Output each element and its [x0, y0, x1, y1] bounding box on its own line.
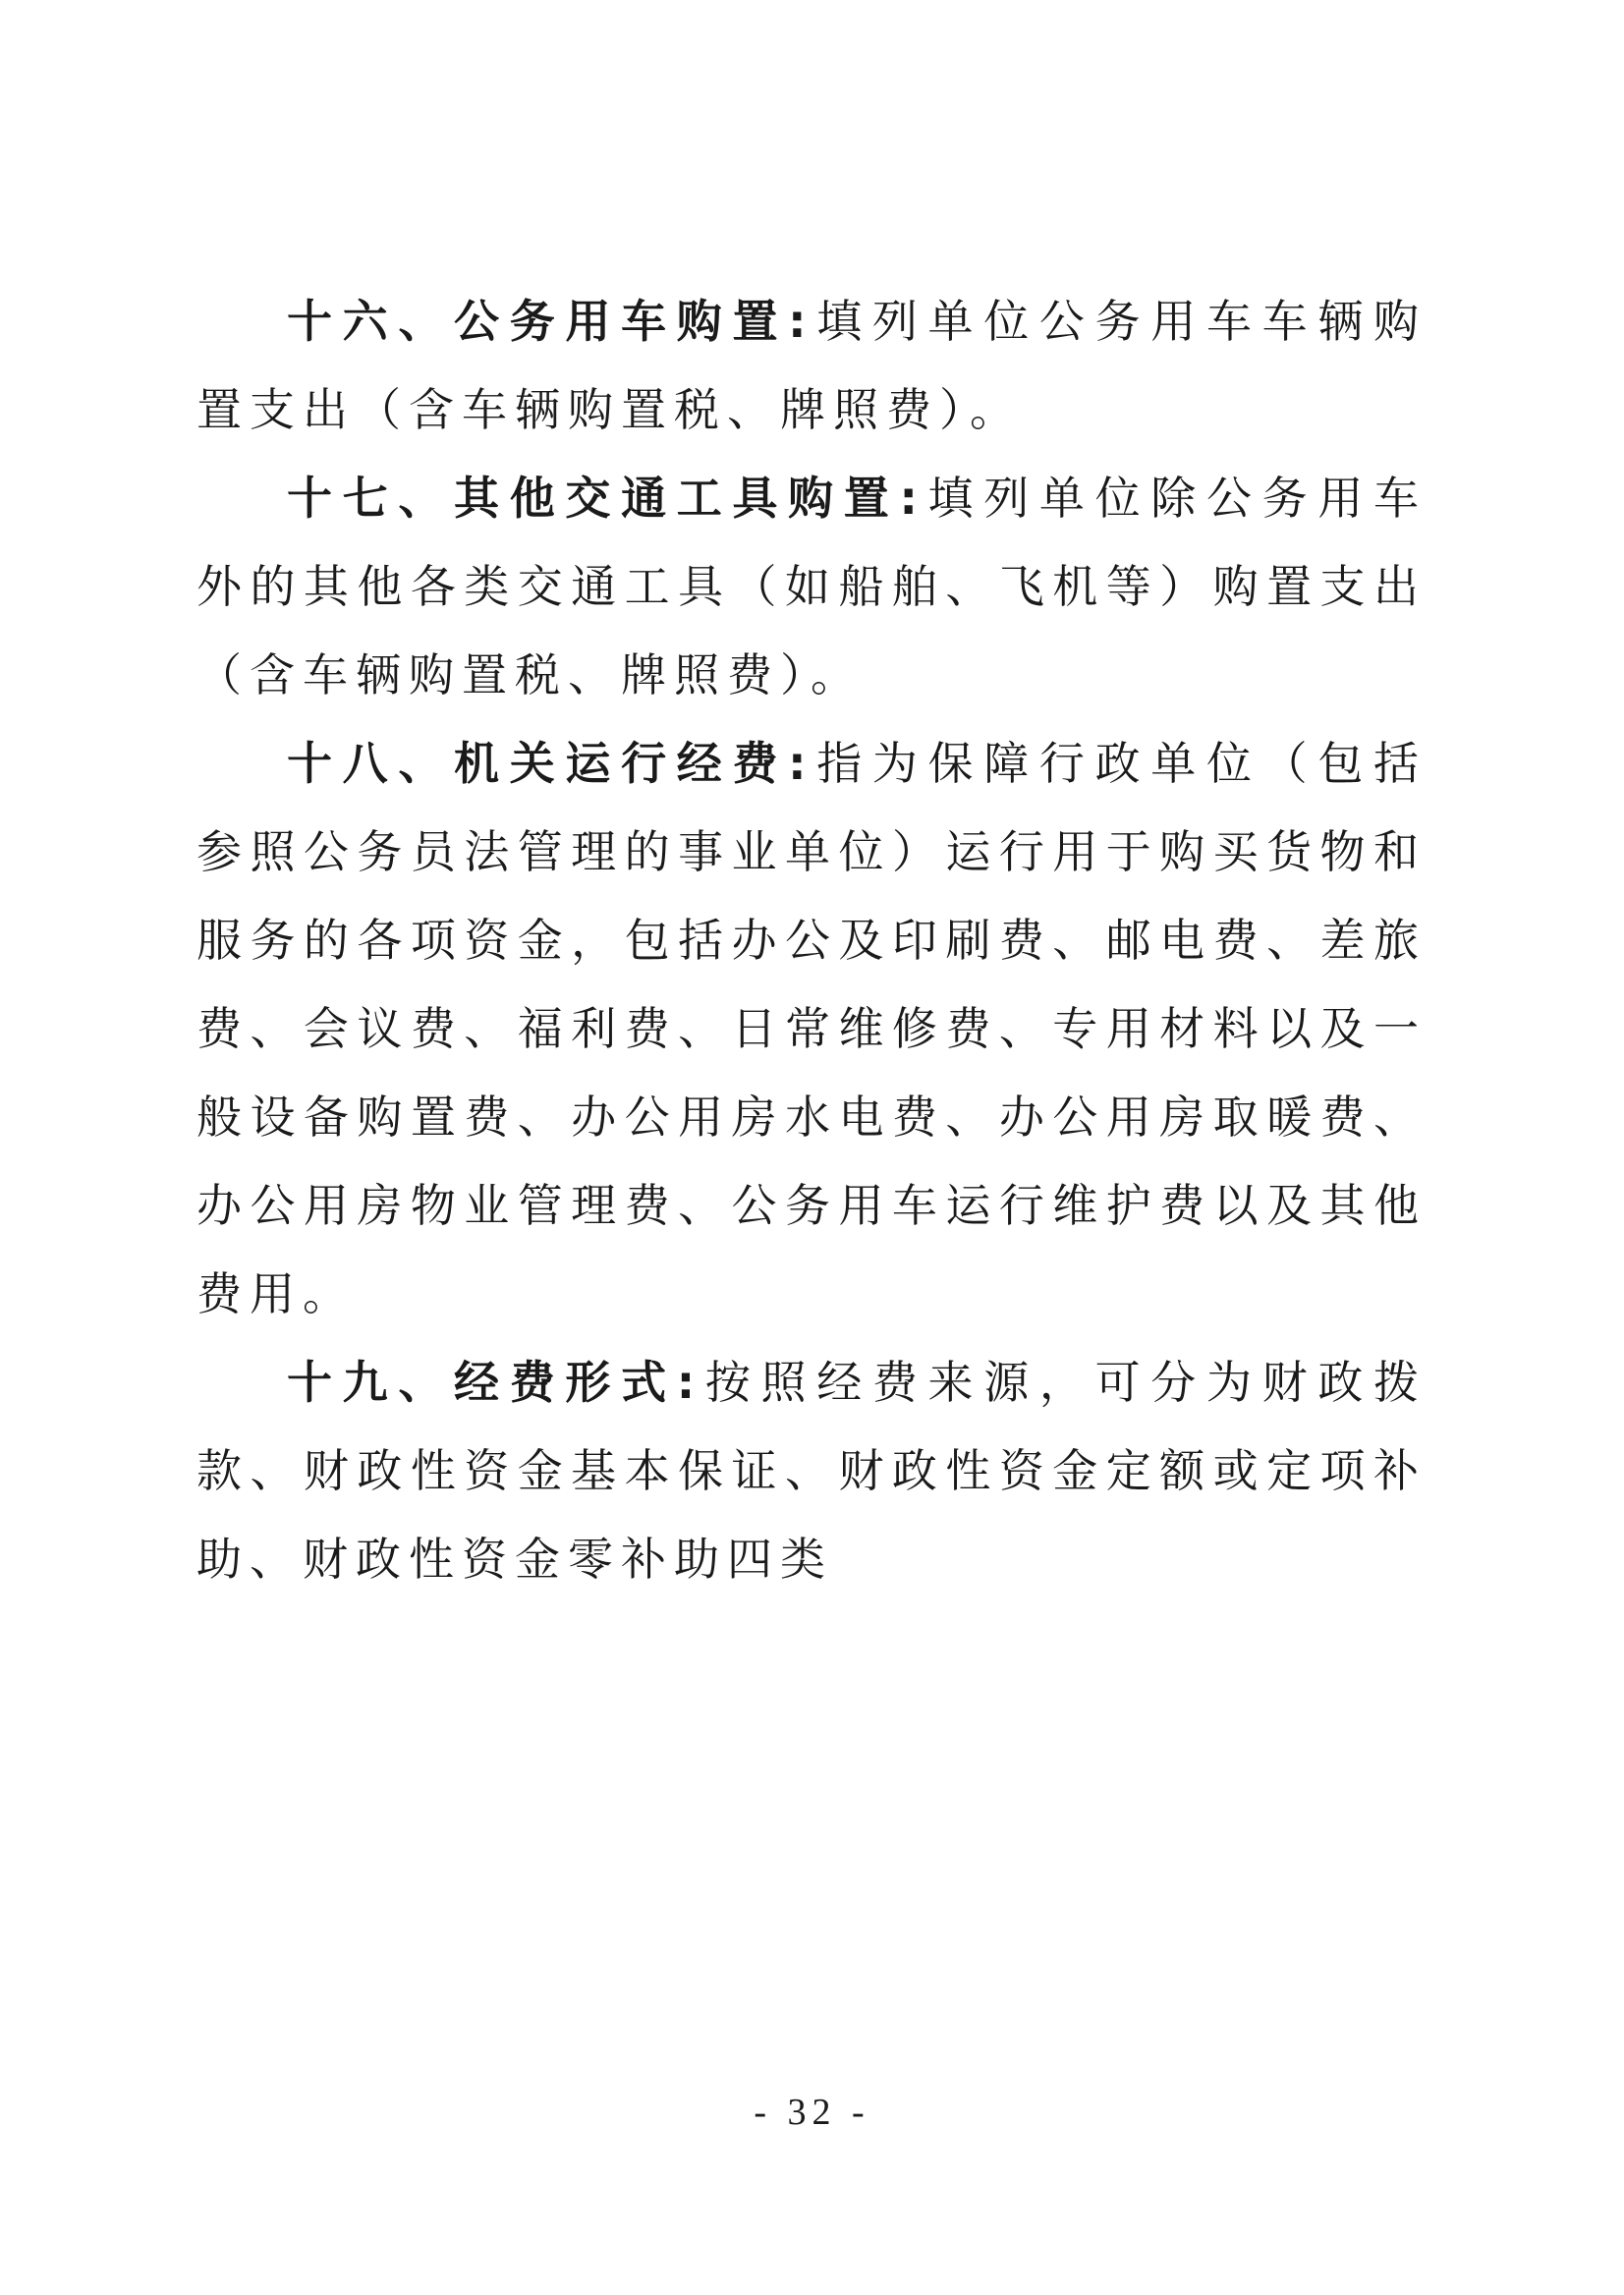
paragraph-funding-form: [196, 1338, 1427, 1603]
page-number: - 32 -: [754, 2092, 870, 2133]
term-definition: 按照经费来源，可分为财政拨款、财政性资金基本保证、财政性资金定额或定项补助、财政性资金零补助四类: [196, 1356, 1427, 1586]
term-definition: 填列单位公务用车车辆购置支出（含车辆购置税、牌照费）。: [196, 295, 1427, 436]
term-definition: 填列单位除公务用车外的其他各类交通工具（如船舶、飞机等）购置支出（含车辆购置税、牌照费）。: [196, 472, 1427, 701]
term-definition: 指为保障行政单位（包括参照公务员法管理的事业单位）运行用于购买货物和服务的各项资金，包括办公及印刷费、邮电费、差旅费、会议费、福利费、日常维修费、专用材料以及一般设备购置费、办公用房水电费、办公用房取暖费、办公用房物业管理费、公务用车运行维护费以及其他费用。: [196, 737, 1427, 1320]
paragraph-vehicle-purchase: [196, 277, 1427, 454]
term-heading: 十八、机关运行经费:: [287, 737, 814, 790]
paragraph-operating-expenses: [196, 719, 1427, 1338]
term-heading: 十七、其他交通工具购置:: [287, 472, 925, 525]
term-heading: 十六、公务用车购置:: [287, 295, 814, 348]
term-heading: 十九、经费形式:: [287, 1356, 703, 1409]
document-body: [196, 277, 1427, 1603]
paragraph-other-transport-purchase: [196, 454, 1427, 719]
